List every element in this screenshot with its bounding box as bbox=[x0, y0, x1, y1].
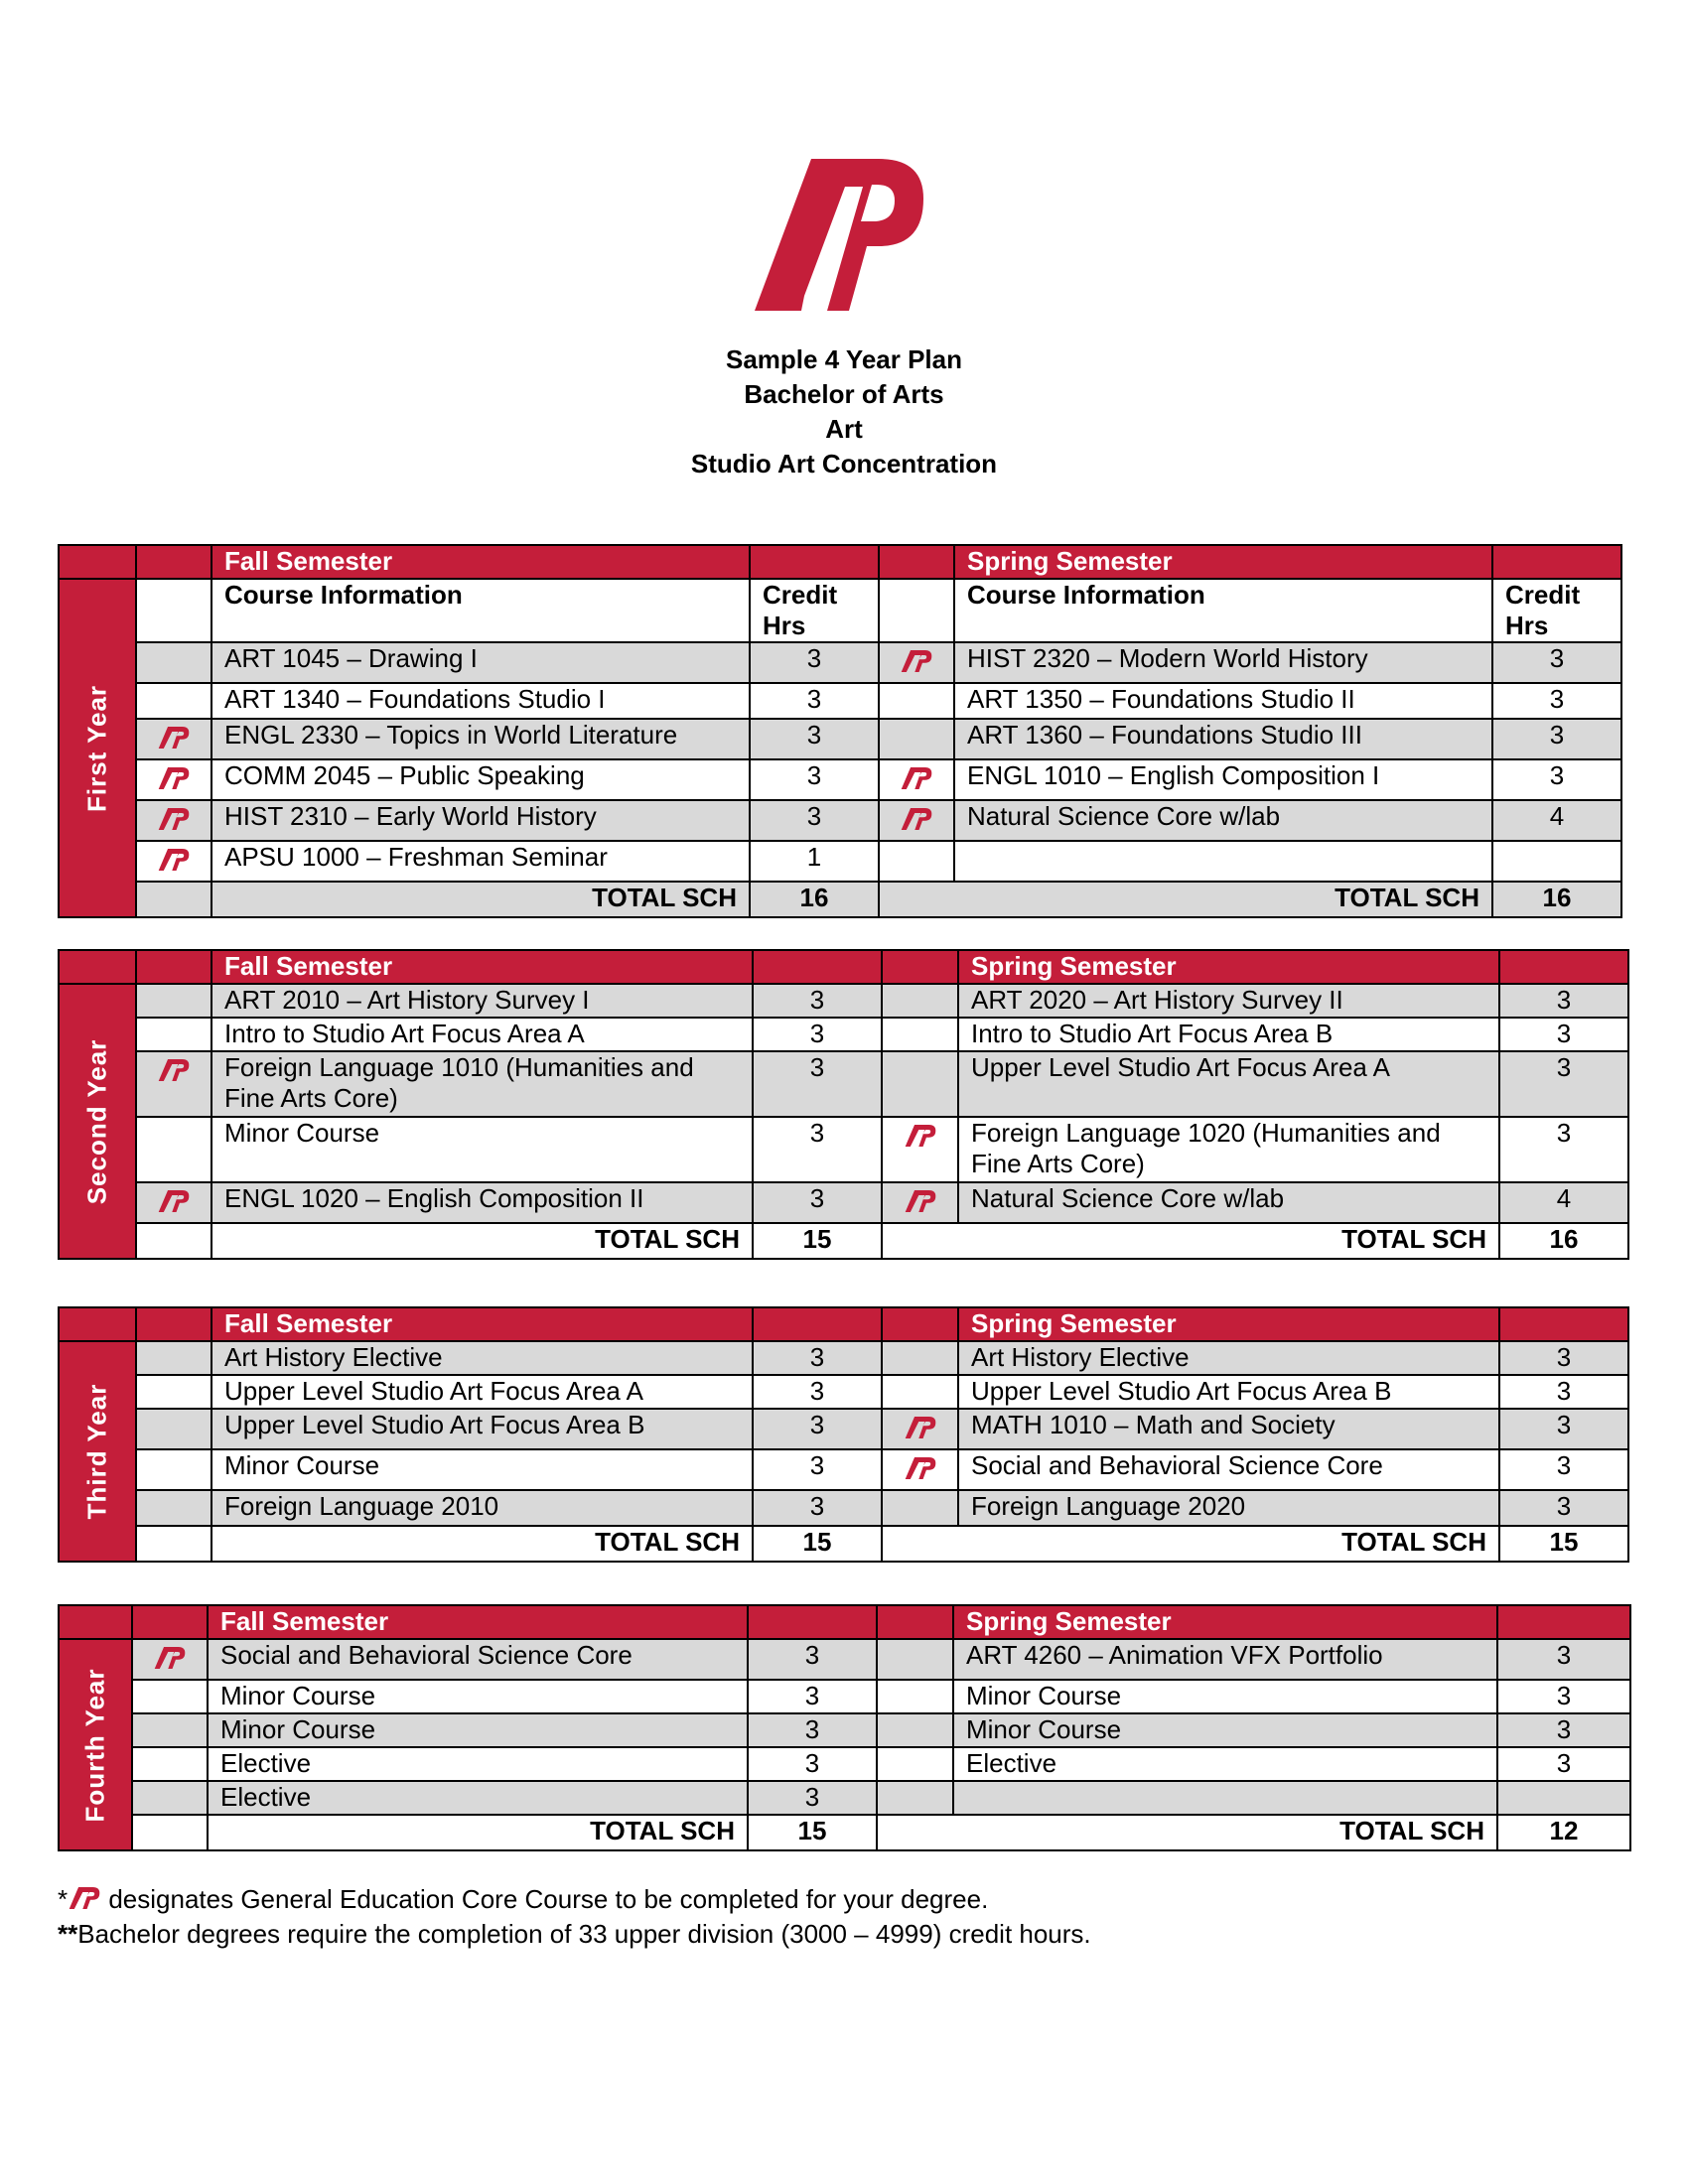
fall-semester-header: Fall Semester bbox=[208, 1605, 748, 1639]
fall-course: Minor Course bbox=[211, 1117, 753, 1182]
spring-total-label: TOTAL SCH bbox=[882, 1223, 1499, 1259]
core-marker-cell bbox=[882, 984, 958, 1018]
ap-logo-icon bbox=[157, 1056, 191, 1084]
fall-total-label: TOTAL SCH bbox=[211, 1526, 753, 1562]
course-row bbox=[59, 1713, 1630, 1747]
core-marker-cell bbox=[879, 642, 954, 683]
ap-logo-icon bbox=[904, 1414, 937, 1441]
ap-logo-icon bbox=[157, 724, 191, 751]
fall-credit-hrs: 3 bbox=[750, 759, 879, 800]
year-label: Third Year bbox=[59, 1341, 136, 1562]
upper-division-footnote: **Bachelor degrees require the completion of 33 upper division (3000 – 4999) credit hours. bbox=[58, 1919, 1091, 1949]
spring-credit-hrs: 3 bbox=[1499, 1051, 1628, 1117]
spring-credit-hrs: 3 bbox=[1499, 1375, 1628, 1409]
total-row bbox=[59, 1526, 1628, 1562]
credit-hrs-header: Credit Hrs bbox=[750, 579, 879, 642]
year-table bbox=[58, 1604, 1631, 1851]
course-row bbox=[59, 1781, 1630, 1815]
spring-course bbox=[954, 841, 1492, 882]
course-row bbox=[59, 800, 1621, 841]
core-marker-cell bbox=[882, 1182, 958, 1223]
spring-course: MATH 1010 – Math and Society bbox=[958, 1409, 1499, 1449]
fall-course: Elective bbox=[208, 1747, 748, 1781]
spring-course bbox=[953, 1781, 1497, 1815]
year-table bbox=[58, 949, 1629, 1260]
spring-credit-hrs: 3 bbox=[1499, 1018, 1628, 1051]
fall-course: Minor Course bbox=[208, 1680, 748, 1713]
fall-total-value: 15 bbox=[753, 1526, 882, 1562]
core-marker-cell bbox=[136, 1018, 211, 1051]
fall-course: Foreign Language 2010 bbox=[211, 1490, 753, 1526]
spring-credit-hrs: 3 bbox=[1497, 1747, 1630, 1781]
year-label: Fourth Year bbox=[59, 1639, 132, 1850]
fall-total-label: TOTAL SCH bbox=[211, 1223, 753, 1259]
fall-course: Social and Behavioral Science Core bbox=[208, 1639, 748, 1680]
core-marker-cell bbox=[877, 1781, 953, 1815]
course-row bbox=[59, 1117, 1628, 1182]
ap-logo-icon bbox=[153, 1644, 187, 1672]
fall-credit-hrs: 3 bbox=[753, 1341, 882, 1375]
core-marker-cell bbox=[882, 1018, 958, 1051]
course-row bbox=[59, 1409, 1628, 1449]
core-marker-cell bbox=[136, 841, 211, 882]
fall-course: Foreign Language 1010 (Humanities and Fine Arts Core) bbox=[211, 1051, 753, 1117]
course-row bbox=[59, 1747, 1630, 1781]
spring-semester-header: Spring Semester bbox=[954, 545, 1492, 579]
core-marker-cell bbox=[136, 1490, 211, 1526]
course-row bbox=[59, 1449, 1628, 1490]
fall-course: ART 2010 – Art History Survey I bbox=[211, 984, 753, 1018]
fall-credit-hrs: 3 bbox=[753, 1018, 882, 1051]
core-marker-cell bbox=[882, 1341, 958, 1375]
fall-credit-hrs: 3 bbox=[750, 683, 879, 719]
fall-credit-hrs: 3 bbox=[753, 1375, 882, 1409]
spring-credit-hrs: 3 bbox=[1497, 1639, 1630, 1680]
course-row bbox=[59, 1490, 1628, 1526]
core-marker-cell bbox=[132, 1680, 208, 1713]
spring-course: ENGL 1010 – English Composition I bbox=[954, 759, 1492, 800]
fall-total-label: TOTAL SCH bbox=[211, 882, 750, 917]
fall-credit-hrs: 3 bbox=[753, 1051, 882, 1117]
core-marker-cell bbox=[882, 1117, 958, 1182]
title-line: Studio Art Concentration bbox=[690, 449, 998, 478]
core-marker-cell bbox=[132, 1747, 208, 1781]
plan-title bbox=[0, 342, 1688, 481]
spring-course: HIST 2320 – Modern World History bbox=[954, 642, 1492, 683]
fall-course: COMM 2045 – Public Speaking bbox=[211, 759, 750, 800]
apsu-logo bbox=[750, 147, 948, 326]
core-marker-cell bbox=[879, 759, 954, 800]
spring-credit-hrs: 3 bbox=[1497, 1713, 1630, 1747]
spring-credit-hrs: 3 bbox=[1492, 719, 1621, 759]
spring-total-value: 16 bbox=[1492, 882, 1621, 917]
fall-credit-hrs: 3 bbox=[753, 1182, 882, 1223]
spring-credit-hrs: 3 bbox=[1499, 984, 1628, 1018]
core-marker-cell bbox=[882, 1490, 958, 1526]
core-marker-cell bbox=[136, 1409, 211, 1449]
spring-course: ART 1350 – Foundations Studio II bbox=[954, 683, 1492, 719]
core-footnote: * designates General Education Core Course to be completed for your degree. bbox=[58, 1884, 989, 1914]
spring-credit-hrs: 3 bbox=[1499, 1117, 1628, 1182]
spring-credit-hrs: 4 bbox=[1499, 1182, 1628, 1223]
course-info-header: Course Information bbox=[211, 579, 750, 642]
fall-semester-header: Fall Semester bbox=[211, 545, 750, 579]
spring-total-value: 15 bbox=[1499, 1526, 1628, 1562]
course-row bbox=[59, 1018, 1628, 1051]
core-marker-cell bbox=[882, 1409, 958, 1449]
fall-course: Upper Level Studio Art Focus Area B bbox=[211, 1409, 753, 1449]
fall-credit-hrs: 3 bbox=[750, 642, 879, 683]
fall-credit-hrs: 3 bbox=[750, 800, 879, 841]
course-row bbox=[59, 1051, 1628, 1117]
core-marker-cell bbox=[879, 841, 954, 882]
fall-course: ART 1045 – Drawing I bbox=[211, 642, 750, 683]
spring-credit-hrs: 3 bbox=[1499, 1409, 1628, 1449]
fall-credit-hrs: 3 bbox=[748, 1639, 877, 1680]
spring-total-value: 16 bbox=[1499, 1223, 1628, 1259]
course-row bbox=[59, 642, 1621, 683]
spring-total-value: 12 bbox=[1497, 1815, 1630, 1850]
core-marker-cell bbox=[877, 1680, 953, 1713]
fall-credit-hrs: 3 bbox=[748, 1747, 877, 1781]
fall-credit-hrs: 3 bbox=[750, 719, 879, 759]
year-table bbox=[58, 544, 1622, 918]
course-row bbox=[59, 719, 1621, 759]
core-marker-cell bbox=[877, 1639, 953, 1680]
spring-semester-header: Spring Semester bbox=[953, 1605, 1497, 1639]
spring-course: Intro to Studio Art Focus Area B bbox=[958, 1018, 1499, 1051]
spring-course: Upper Level Studio Art Focus Area A bbox=[958, 1051, 1499, 1117]
core-marker-cell bbox=[136, 1341, 211, 1375]
course-row bbox=[59, 1341, 1628, 1375]
core-marker-cell bbox=[136, 984, 211, 1018]
fall-total-label: TOTAL SCH bbox=[208, 1815, 748, 1850]
spring-credit-hrs: 3 bbox=[1492, 683, 1621, 719]
spring-total-label: TOTAL SCH bbox=[877, 1815, 1497, 1850]
ap-logo-icon bbox=[157, 764, 191, 792]
core-marker-cell bbox=[879, 683, 954, 719]
course-row bbox=[59, 1639, 1630, 1680]
core-marker-cell bbox=[877, 1747, 953, 1781]
course-row bbox=[59, 1375, 1628, 1409]
fall-course: ENGL 2330 – Topics in World Literature bbox=[211, 719, 750, 759]
core-marker-cell bbox=[132, 1781, 208, 1815]
fall-semester-header: Fall Semester bbox=[211, 950, 753, 984]
spring-course: ART 4260 – Animation VFX Portfolio bbox=[953, 1639, 1497, 1680]
fall-credit-hrs: 3 bbox=[748, 1781, 877, 1815]
spring-total-label: TOTAL SCH bbox=[882, 1526, 1499, 1562]
course-row bbox=[59, 1182, 1628, 1223]
core-marker-cell bbox=[882, 1449, 958, 1490]
core-marker-cell bbox=[136, 759, 211, 800]
total-row bbox=[59, 1223, 1628, 1259]
fall-course: HIST 2310 – Early World History bbox=[211, 800, 750, 841]
fall-credit-hrs: 3 bbox=[753, 1490, 882, 1526]
ap-logo-icon bbox=[157, 1187, 191, 1215]
total-row bbox=[59, 1815, 1630, 1850]
spring-course: Foreign Language 1020 (Humanities and Fine Arts Core) bbox=[958, 1117, 1499, 1182]
ap-logo-icon bbox=[900, 805, 933, 833]
spring-credit-hrs: 3 bbox=[1499, 1341, 1628, 1375]
fall-total-value: 15 bbox=[753, 1223, 882, 1259]
core-marker-cell bbox=[136, 642, 211, 683]
spring-course: Social and Behavioral Science Core bbox=[958, 1449, 1499, 1490]
year-table bbox=[58, 1306, 1629, 1563]
spring-course: Foreign Language 2020 bbox=[958, 1490, 1499, 1526]
spring-course: Art History Elective bbox=[958, 1341, 1499, 1375]
fall-total-value: 16 bbox=[750, 882, 879, 917]
core-marker-cell bbox=[877, 1713, 953, 1747]
core-marker-cell bbox=[882, 1051, 958, 1117]
core-marker-cell bbox=[136, 1375, 211, 1409]
fall-credit-hrs: 1 bbox=[750, 841, 879, 882]
fall-course: APSU 1000 – Freshman Seminar bbox=[211, 841, 750, 882]
fall-semester-header: Fall Semester bbox=[211, 1307, 753, 1341]
spring-credit-hrs bbox=[1497, 1781, 1630, 1815]
spring-course: Natural Science Core w/lab bbox=[954, 800, 1492, 841]
core-marker-cell bbox=[879, 800, 954, 841]
footnotes bbox=[58, 1882, 1091, 1952]
title-line: Sample 4 Year Plan bbox=[726, 344, 962, 374]
ap-logo-icon bbox=[904, 1187, 937, 1215]
spring-course: Natural Science Core w/lab bbox=[958, 1182, 1499, 1223]
core-marker-cell bbox=[136, 1449, 211, 1490]
course-row bbox=[59, 759, 1621, 800]
ap-logo-icon bbox=[904, 1454, 937, 1482]
title-line: Art bbox=[825, 414, 863, 444]
credit-hrs-header: Credit Hrs bbox=[1492, 579, 1621, 642]
spring-total-label: TOTAL SCH bbox=[879, 882, 1492, 917]
ap-logo-icon bbox=[157, 805, 191, 833]
course-info-header: Course Information bbox=[954, 579, 1492, 642]
spring-credit-hrs bbox=[1492, 841, 1621, 882]
fall-credit-hrs: 3 bbox=[753, 984, 882, 1018]
spring-course: Elective bbox=[953, 1747, 1497, 1781]
fall-course: Upper Level Studio Art Focus Area A bbox=[211, 1375, 753, 1409]
spring-credit-hrs: 3 bbox=[1499, 1449, 1628, 1490]
year-label: First Year bbox=[59, 579, 136, 917]
fall-credit-hrs: 3 bbox=[753, 1409, 882, 1449]
spring-course: Upper Level Studio Art Focus Area B bbox=[958, 1375, 1499, 1409]
ap-logo-icon bbox=[900, 764, 933, 792]
ap-logo-icon bbox=[904, 1122, 937, 1150]
spring-credit-hrs: 3 bbox=[1492, 642, 1621, 683]
spring-course: Minor Course bbox=[953, 1713, 1497, 1747]
core-marker-cell bbox=[136, 719, 211, 759]
fall-course: ENGL 1020 – English Composition II bbox=[211, 1182, 753, 1223]
spring-course: Minor Course bbox=[953, 1680, 1497, 1713]
fall-credit-hrs: 3 bbox=[753, 1449, 882, 1490]
fall-course: Intro to Studio Art Focus Area A bbox=[211, 1018, 753, 1051]
ap-logo-icon bbox=[900, 647, 933, 675]
fall-course: Minor Course bbox=[211, 1449, 753, 1490]
spring-semester-header: Spring Semester bbox=[958, 1307, 1499, 1341]
fall-course: Elective bbox=[208, 1781, 748, 1815]
spring-semester-header: Spring Semester bbox=[958, 950, 1499, 984]
fall-credit-hrs: 3 bbox=[753, 1117, 882, 1182]
spring-course: ART 2020 – Art History Survey II bbox=[958, 984, 1499, 1018]
spring-credit-hrs: 3 bbox=[1492, 759, 1621, 800]
core-marker-cell bbox=[879, 719, 954, 759]
spring-credit-hrs: 3 bbox=[1497, 1680, 1630, 1713]
spring-course: ART 1360 – Foundations Studio III bbox=[954, 719, 1492, 759]
course-row bbox=[59, 984, 1628, 1018]
core-marker-cell bbox=[136, 1051, 211, 1117]
fall-total-value: 15 bbox=[748, 1815, 877, 1850]
fall-course: ART 1340 – Foundations Studio I bbox=[211, 683, 750, 719]
spring-credit-hrs: 3 bbox=[1499, 1490, 1628, 1526]
course-row bbox=[59, 1680, 1630, 1713]
spring-credit-hrs: 4 bbox=[1492, 800, 1621, 841]
fall-course: Art History Elective bbox=[211, 1341, 753, 1375]
core-marker-cell bbox=[882, 1375, 958, 1409]
core-marker-cell bbox=[136, 683, 211, 719]
year-label: Second Year bbox=[59, 984, 136, 1259]
course-row bbox=[59, 683, 1621, 719]
core-marker-cell bbox=[136, 1117, 211, 1182]
fall-course: Minor Course bbox=[208, 1713, 748, 1747]
title-line: Bachelor of Arts bbox=[744, 379, 944, 409]
core-marker-cell bbox=[136, 1182, 211, 1223]
ap-logo-icon bbox=[157, 846, 191, 874]
core-marker-cell bbox=[132, 1639, 208, 1680]
fall-credit-hrs: 3 bbox=[748, 1713, 877, 1747]
core-marker-cell bbox=[132, 1713, 208, 1747]
fall-credit-hrs: 3 bbox=[748, 1680, 877, 1713]
course-row bbox=[59, 841, 1621, 882]
core-marker-cell bbox=[136, 800, 211, 841]
ap-logo-icon bbox=[68, 1885, 101, 1911]
total-row bbox=[59, 882, 1621, 917]
